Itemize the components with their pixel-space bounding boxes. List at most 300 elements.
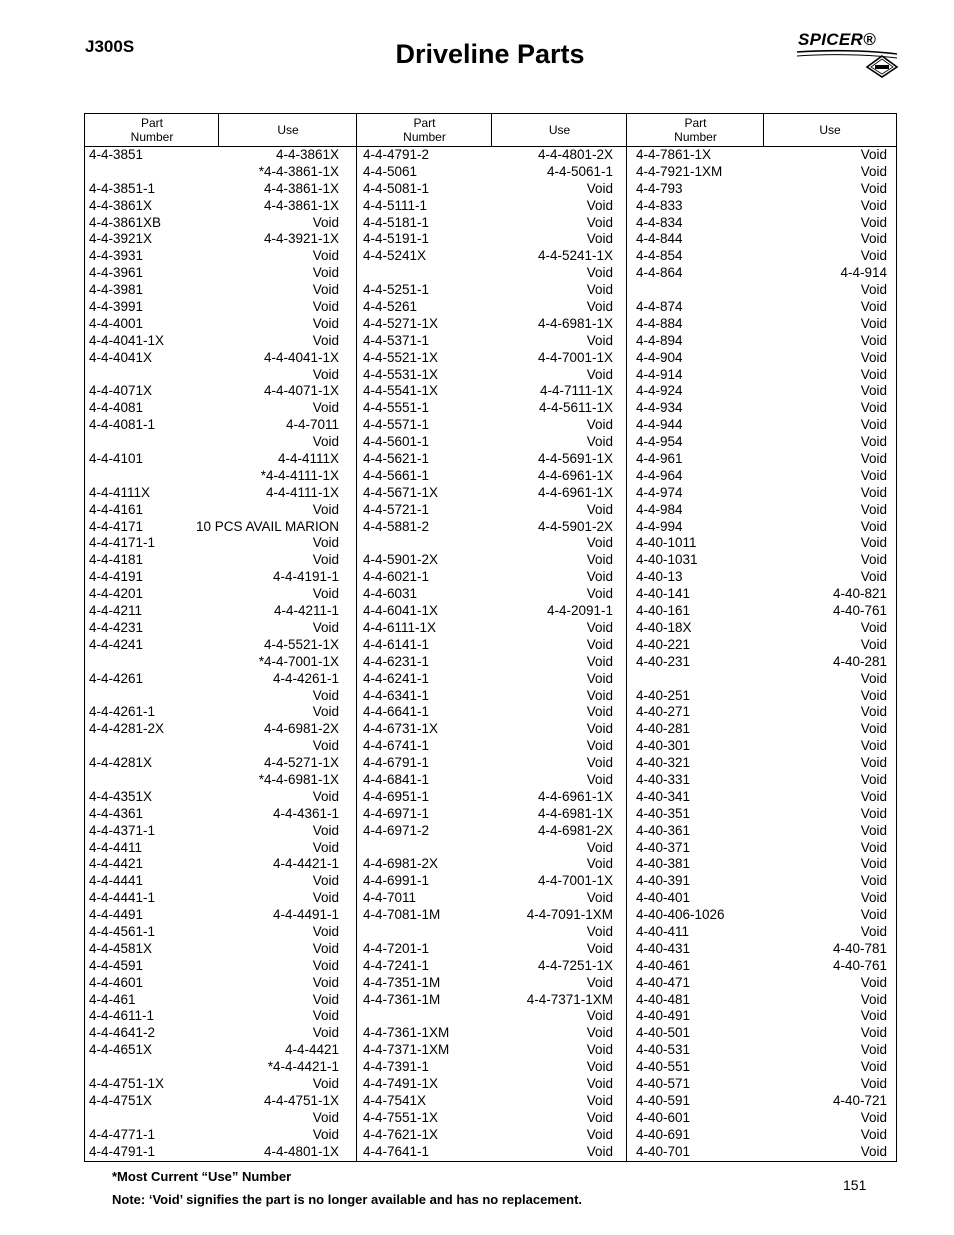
use-cell: Void	[586, 366, 613, 382]
use-cell: Void	[860, 839, 887, 855]
use-cell: Void	[860, 923, 887, 939]
table-row	[89, 958, 339, 975]
table-row	[363, 941, 613, 958]
table-row	[89, 941, 339, 958]
part-number-cell: 4-4-964	[636, 467, 683, 483]
part-number-cell: 4-4-4081-1	[89, 417, 156, 433]
use-cell: Void	[860, 214, 887, 230]
use-cell: Void	[860, 349, 887, 365]
part-number-cell: 4-4-4421	[89, 856, 144, 872]
part-number-cell: 4-40-231	[636, 653, 691, 669]
table-row	[363, 992, 613, 1009]
use-cell: Void	[586, 332, 613, 348]
table-row	[636, 789, 887, 806]
use-cell: Void	[586, 940, 613, 956]
table-row	[89, 417, 339, 434]
use-cell: Void	[860, 805, 887, 821]
part-number-cell: 4-4-4361	[89, 805, 144, 821]
table-row	[363, 620, 613, 637]
use-cell: Void	[312, 366, 339, 382]
table-row	[89, 181, 339, 198]
part-number-cell: 4-4-3931	[89, 248, 144, 264]
use-cell: Void	[860, 636, 887, 652]
table-row	[89, 535, 339, 552]
use-cell: 4-4-4751-1X	[263, 1092, 339, 1108]
use-cell: 4-4-4421	[284, 1042, 339, 1058]
use-cell: 4-40-821	[832, 586, 887, 602]
part-number-cell: 4-40-331	[636, 771, 691, 787]
table-row	[636, 823, 887, 840]
use-cell: Void	[860, 400, 887, 416]
part-number-cell: 4-40-491	[636, 1008, 691, 1024]
current-use-note: *Most Current “Use” Number	[112, 1169, 292, 1184]
part-number-cell: 4-4-6231-1	[363, 653, 430, 669]
table-row	[636, 1144, 887, 1161]
table-row	[636, 1127, 887, 1144]
use-cell: Void	[586, 552, 613, 568]
use-cell: Void	[586, 974, 613, 990]
use-cell: Void	[586, 197, 613, 213]
table-row	[363, 1025, 613, 1042]
use-cell: Void	[586, 738, 613, 754]
part-number-cell: 4-4-4231	[89, 619, 144, 635]
use-cell: Void	[312, 434, 339, 450]
table-row	[89, 1144, 339, 1161]
part-number-cell: 4-40-501	[636, 1025, 691, 1041]
use-cell: Void	[860, 434, 887, 450]
table-row	[363, 1144, 613, 1161]
part-number-cell: 4-4-7551-1X	[363, 1109, 439, 1125]
use-cell: Void	[312, 400, 339, 416]
use-cell: Void	[312, 873, 339, 889]
part-number-cell: 4-4-5191-1	[363, 231, 430, 247]
use-cell: Void	[860, 873, 887, 889]
table-row	[636, 924, 887, 941]
part-number-cell: 4-40-361	[636, 822, 691, 838]
table-row	[89, 282, 339, 299]
use-cell: Void	[860, 1025, 887, 1041]
use-cell: Void	[860, 299, 887, 315]
table-row	[89, 299, 339, 316]
part-number-cell: 4-4-5571-1	[363, 417, 430, 433]
use-cell: 4-4-914	[840, 265, 887, 281]
part-number-cell: 4-40-471	[636, 974, 691, 990]
table-column-1	[89, 147, 339, 1160]
table-row	[363, 316, 613, 333]
use-cell: Void	[586, 619, 613, 635]
table-row	[636, 890, 887, 907]
part-number-cell: 4-4-5531-1X	[363, 366, 439, 382]
table-column-3	[636, 147, 887, 1160]
table-row	[363, 755, 613, 772]
part-number-cell: 4-4-7861-1X	[636, 147, 712, 162]
table-row	[636, 535, 887, 552]
table-row	[89, 688, 339, 705]
part-number-cell: 4-4-934	[636, 400, 683, 416]
part-number-cell: 4-40-531	[636, 1042, 691, 1058]
table-row	[363, 468, 613, 485]
use-cell: Void	[586, 856, 613, 872]
part-number-cell: 4-4-3981	[89, 282, 144, 298]
table-row	[636, 907, 887, 924]
part-number-cell: 4-4-4191	[89, 569, 144, 585]
table-row	[89, 265, 339, 282]
part-number-cell: 4-4-954	[636, 434, 683, 450]
table-row	[636, 147, 887, 164]
use-cell: 4-4-7001-1X	[537, 873, 613, 889]
table-row	[636, 502, 887, 519]
use-cell: 4-4-4111-1X	[265, 484, 339, 500]
table-row	[89, 147, 339, 164]
part-number-cell: 4-4-904	[636, 349, 683, 365]
use-cell: Void	[860, 383, 887, 399]
table-row	[363, 367, 613, 384]
use-cell: Void	[312, 704, 339, 720]
table-row	[363, 873, 613, 890]
use-cell: 4-40-281	[832, 653, 887, 669]
part-number-cell: 4-4-5881-2	[363, 518, 430, 534]
part-number-cell: 4-4-4111X	[89, 484, 151, 500]
use-cell: Void	[312, 332, 339, 348]
part-number-cell: 4-4-5621-1	[363, 451, 430, 467]
use-cell: Void	[860, 771, 887, 787]
part-number-cell: 4-4-5181-1	[363, 214, 430, 230]
part-number-cell: 4-4-4581X	[89, 940, 153, 956]
part-number-cell: 4-4-5111-1	[363, 197, 428, 213]
part-number-cell: 4-4-4211	[89, 603, 143, 619]
table-row	[363, 282, 613, 299]
table-row	[636, 248, 887, 265]
use-cell: Void	[860, 991, 887, 1007]
part-number-cell: 4-4-5721-1	[363, 501, 430, 517]
part-number-cell: 4-4-6791-1	[363, 755, 430, 771]
header-code: J300S	[85, 37, 135, 56]
header-use-3: Use	[819, 123, 841, 137]
use-cell: Void	[586, 569, 613, 585]
use-cell: Void	[860, 180, 887, 196]
table-row	[89, 755, 339, 772]
part-number-cell: 4-4-4171-1	[89, 535, 156, 551]
table-row	[636, 671, 887, 688]
part-number-cell: 4-4-974	[636, 484, 683, 500]
use-cell: Void	[312, 974, 339, 990]
part-number-cell: 4-4-5541-1X	[363, 383, 439, 399]
part-number-cell: 4-4-4441-1	[89, 890, 156, 906]
part-number-cell: 4-4-4171	[89, 518, 144, 534]
table-row	[636, 941, 887, 958]
table-row	[363, 671, 613, 688]
use-cell: 4-40-761	[832, 957, 887, 973]
part-number-cell: 4-4-5261	[363, 299, 418, 315]
table-row	[89, 806, 339, 823]
use-cell: Void	[586, 1126, 613, 1142]
part-number-cell: 4-4-7541X	[363, 1092, 427, 1108]
use-cell: Void	[312, 619, 339, 635]
table-row	[636, 586, 887, 603]
part-number-cell: 4-4-3961	[89, 265, 144, 281]
part-number-cell: 4-4-7921-1XM	[636, 163, 723, 179]
use-cell: *4-4-7001-1X	[258, 653, 339, 669]
use-cell: Void	[586, 670, 613, 686]
part-number-cell: 4-4-6141-1	[363, 636, 430, 652]
table-row	[636, 856, 887, 873]
part-number-cell: 4-4-7371-1XM	[363, 1042, 450, 1058]
part-number-cell: 4-4-461	[89, 991, 136, 1007]
use-cell: Void	[586, 771, 613, 787]
part-number-cell: 4-40-351	[636, 805, 691, 821]
table-row	[636, 840, 887, 857]
part-number-cell: 4-4-6111-1X	[363, 619, 437, 635]
use-cell: Void	[860, 484, 887, 500]
table-row	[89, 164, 339, 181]
use-cell: Void	[312, 1008, 339, 1024]
table-row	[363, 383, 613, 400]
table-column-2	[363, 147, 613, 1160]
part-number-cell: 4-4-4351X	[89, 788, 153, 804]
part-number-cell: 4-4-984	[636, 501, 683, 517]
part-number-cell: 4-40-18X	[636, 619, 692, 635]
table-row	[363, 1110, 613, 1127]
header-divider	[763, 114, 764, 146]
table-row	[363, 704, 613, 721]
part-number-cell: 4-4-7391-1	[363, 1059, 430, 1075]
use-cell: 4-40-721	[832, 1092, 887, 1108]
use-cell: 4-4-7371-1XM	[526, 991, 613, 1007]
part-number-cell: 4-4-7641-1	[363, 1143, 430, 1159]
use-cell: Void	[586, 1008, 613, 1024]
part-number-cell: 4-4-4491	[89, 907, 144, 923]
table-row	[363, 519, 613, 536]
use-cell: Void	[312, 839, 339, 855]
use-cell: Void	[586, 755, 613, 771]
part-number-cell: 4-4-6731-1X	[363, 721, 439, 737]
part-number-cell: 4-4-961	[636, 451, 683, 467]
part-number-cell: 4-4-4411	[89, 839, 143, 855]
table-row	[363, 1127, 613, 1144]
table-row	[636, 654, 887, 671]
part-number-cell: 4-4-7351-1M	[363, 974, 441, 990]
table-row	[636, 1059, 887, 1076]
part-number-cell: 4-4-994	[636, 518, 683, 534]
table-row	[363, 198, 613, 215]
use-cell: 4-4-4261-1	[272, 670, 339, 686]
table-row	[89, 1042, 339, 1059]
table-row	[89, 907, 339, 924]
table-row	[363, 299, 613, 316]
part-number-cell: 4-4-4261	[89, 670, 144, 686]
table-row	[363, 688, 613, 705]
part-number-cell: 4-4-3861X	[89, 197, 153, 213]
table-row	[89, 198, 339, 215]
part-number-cell: 4-4-5371-1	[363, 332, 430, 348]
use-cell: Void	[586, 839, 613, 855]
spicer-logo	[795, 30, 900, 78]
table-row	[89, 924, 339, 941]
use-cell: Void	[586, 1092, 613, 1108]
table-row	[363, 924, 613, 941]
logo-wordmark: SPICER®	[798, 30, 876, 49]
part-number-cell: 4-4-5241X	[363, 248, 427, 264]
table-row	[89, 502, 339, 519]
use-cell: 4-4-5061-1	[546, 163, 613, 179]
use-cell: Void	[312, 552, 339, 568]
part-number-cell: 4-4-793	[636, 180, 683, 196]
table-row	[636, 417, 887, 434]
part-number-cell: 4-4-7621-1X	[363, 1126, 439, 1142]
table-row	[89, 620, 339, 637]
use-cell: Void	[586, 704, 613, 720]
use-cell: Void	[860, 231, 887, 247]
table-row	[636, 485, 887, 502]
use-cell: Void	[312, 1025, 339, 1041]
use-cell: Void	[860, 907, 887, 923]
use-cell: Void	[860, 704, 887, 720]
use-cell: Void	[312, 282, 339, 298]
use-cell: 4-4-7251-1X	[537, 957, 613, 973]
part-number-cell: 4-4-5601-1	[363, 434, 430, 450]
use-cell: Void	[586, 417, 613, 433]
use-cell: 4-40-761	[832, 603, 887, 619]
part-number-cell: 4-4-7241-1	[363, 957, 430, 973]
part-number-cell: 4-40-1011	[636, 535, 697, 551]
use-cell: Void	[860, 755, 887, 771]
part-number-cell: 4-40-401	[636, 890, 691, 906]
part-number-cell: 4-4-3991	[89, 299, 144, 315]
table-row	[636, 975, 887, 992]
use-cell: 4-4-4191-1	[272, 569, 339, 585]
use-cell: 4-4-4801-2X	[537, 147, 613, 162]
part-number-cell: 4-40-391	[636, 873, 691, 889]
table-row	[89, 671, 339, 688]
table-row	[363, 603, 613, 620]
table-row	[89, 248, 339, 265]
table-row	[636, 434, 887, 451]
table-row	[363, 417, 613, 434]
table-row	[89, 704, 339, 721]
header-divider	[491, 114, 492, 146]
table-row	[363, 958, 613, 975]
table-row	[636, 738, 887, 755]
use-cell: Void	[860, 1008, 887, 1024]
use-cell: *4-4-3861-1X	[258, 163, 339, 179]
use-cell: Void	[586, 214, 613, 230]
use-cell: Void	[312, 991, 339, 1007]
use-cell: 4-4-4071-1X	[263, 383, 339, 399]
table-row	[89, 569, 339, 586]
use-cell: 4-4-2091-1	[546, 603, 613, 619]
part-number-cell: 4-4-844	[636, 231, 683, 247]
part-number-cell: 4-4-3851-1	[89, 180, 156, 196]
header-part-number-2: Part Number	[403, 116, 446, 144]
use-cell: Void	[860, 451, 887, 467]
part-number-cell: 4-40-161	[636, 603, 691, 619]
part-number-cell: 4-40-301	[636, 738, 691, 754]
table-row	[636, 688, 887, 705]
table-row	[636, 181, 887, 198]
part-number-cell: 4-4-5551-1	[363, 400, 430, 416]
table-row	[89, 890, 339, 907]
table-row	[636, 198, 887, 215]
use-cell: Void	[860, 147, 887, 162]
part-number-cell: 4-4-4591	[89, 957, 144, 973]
table-row	[636, 704, 887, 721]
use-cell: Void	[860, 501, 887, 517]
use-cell: 4-4-3861-1X	[263, 180, 339, 196]
part-number-cell: 4-4-6741-1	[363, 738, 430, 754]
use-cell: Void	[860, 1109, 887, 1125]
use-cell: Void	[860, 822, 887, 838]
part-number-cell: 4-4-5061	[363, 163, 418, 179]
part-number-cell: 4-4-7011	[363, 890, 417, 906]
part-number-cell: 4-4-4611-1	[89, 1008, 155, 1024]
table-row	[363, 535, 613, 552]
table-row	[89, 637, 339, 654]
use-cell: 4-4-7111-1X	[539, 383, 613, 399]
part-number-cell: 4-4-3851	[89, 147, 144, 162]
table-row	[363, 248, 613, 265]
use-cell: Void	[860, 332, 887, 348]
use-cell: Void	[860, 687, 887, 703]
use-cell: 4-4-5691-1X	[537, 451, 613, 467]
table-row	[363, 721, 613, 738]
use-cell: Void	[312, 214, 339, 230]
part-number-cell: 4-4-6981-2X	[363, 856, 439, 872]
use-cell: Void	[860, 197, 887, 213]
part-number-cell: 4-4-4201	[89, 586, 144, 602]
part-number-cell: 4-4-5521-1X	[363, 349, 439, 365]
part-number-cell: 4-4-4751X	[89, 1092, 153, 1108]
use-cell: Void	[860, 1042, 887, 1058]
part-number-cell: 4-4-6041-1X	[363, 603, 439, 619]
part-number-cell: 4-4-4371-1	[89, 822, 156, 838]
table-row	[363, 502, 613, 519]
table-row	[363, 400, 613, 417]
use-cell: Void	[586, 636, 613, 652]
table-row	[89, 654, 339, 671]
table-row	[636, 333, 887, 350]
use-cell: Void	[586, 721, 613, 737]
part-number-cell: 4-40-431	[636, 940, 691, 956]
use-cell: Void	[312, 923, 339, 939]
part-number-cell: 4-4-6641-1	[363, 704, 430, 720]
table-row	[363, 434, 613, 451]
table-row	[636, 231, 887, 248]
parts-table	[84, 113, 897, 1162]
table-row	[363, 552, 613, 569]
use-cell: Void	[860, 856, 887, 872]
table-row	[636, 772, 887, 789]
use-cell: 4-4-7011	[285, 417, 339, 433]
table-row	[89, 519, 339, 536]
table-row	[363, 806, 613, 823]
page-title: Driveline Parts	[395, 39, 585, 69]
table-row	[363, 485, 613, 502]
table-row	[89, 552, 339, 569]
part-number-cell: 4-4-894	[636, 332, 683, 348]
use-cell: *4-4-4111-1X	[260, 467, 339, 483]
table-row	[363, 350, 613, 367]
table-row	[636, 552, 887, 569]
part-number-cell: 4-40-481	[636, 991, 691, 1007]
part-number-cell: 4-4-5671-1X	[363, 484, 439, 500]
part-number-cell: 4-40-406-1026	[636, 907, 725, 923]
table-row	[363, 637, 613, 654]
use-cell: Void	[860, 1143, 887, 1159]
part-number-cell: 4-4-4241	[89, 636, 144, 652]
use-cell: Void	[312, 890, 339, 906]
column-divider	[356, 114, 357, 1161]
use-cell: Void	[312, 940, 339, 956]
